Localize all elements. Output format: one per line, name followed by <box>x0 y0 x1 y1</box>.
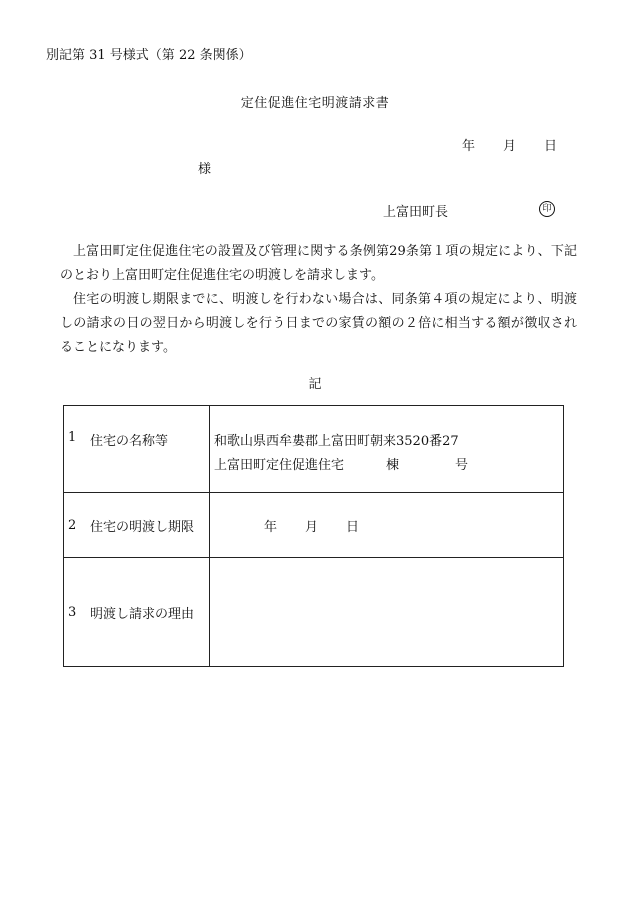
row-label-text: 住宅の名称等 <box>90 434 169 449</box>
body-paragraph-1: 上富田町定住促進住宅の設置及び管理に関する条例第29条第１項の規定により、下記のとおり上富田町定住促進住宅の明渡しを請求します。 <box>60 244 577 283</box>
row-label-text: 明渡し請求の理由 <box>90 606 195 622</box>
addressee-honorific: 様 <box>198 162 212 177</box>
date-month-label: 月 <box>503 139 517 154</box>
body-paragraph-2: 住宅の明渡し期限までに、明渡しを行わない場合は、同条第４項の規定により、明渡しの請求の日の翌日から明渡しを行う日までの家賃の額の２倍に相当する額が徴収されることになります。 <box>60 292 577 355</box>
table-row-label <box>64 493 210 557</box>
room-number-unit-label: 号 <box>455 458 469 473</box>
housing-facility-line <box>214 454 563 478</box>
table-row-reason <box>64 558 563 666</box>
deadline-value <box>210 493 563 557</box>
ki-heading: 記 <box>308 377 322 392</box>
deadline-day-label: 日 <box>346 519 360 535</box>
row-label-text: 住宅の明渡し期限 <box>90 519 195 535</box>
deadline-year-label: 年 <box>264 519 278 535</box>
housing-facility-name: 上富田町定住促進住宅 <box>214 458 345 473</box>
date-year-label: 年 <box>462 139 476 154</box>
building-unit-label: 棟 <box>386 458 400 473</box>
row-number: 2 <box>68 517 77 533</box>
seal-mark: 印 <box>539 201 555 217</box>
housing-address: 和歌山県西牟婁郡上富田町朝来3520番27 <box>214 434 459 449</box>
table-row-label <box>64 558 210 666</box>
details-table <box>63 405 564 667</box>
row-number: 3 <box>68 604 77 620</box>
form-number-label: 別記第 31 号様式（第 22 条関係） <box>46 48 252 63</box>
table-row-deadline <box>64 493 563 558</box>
document-title: 定住促進住宅明渡請求書 <box>240 96 390 111</box>
body-text <box>60 240 577 360</box>
reason-value <box>210 558 563 666</box>
table-row-label <box>64 406 210 492</box>
housing-name-value <box>210 406 563 492</box>
date-line <box>462 135 557 154</box>
date-day-label: 日 <box>544 139 558 154</box>
row-number: 1 <box>68 430 77 445</box>
sender-name: 上富田町長 <box>383 205 449 220</box>
deadline-month-label: 月 <box>305 519 319 535</box>
table-row-housing-name <box>64 406 563 493</box>
